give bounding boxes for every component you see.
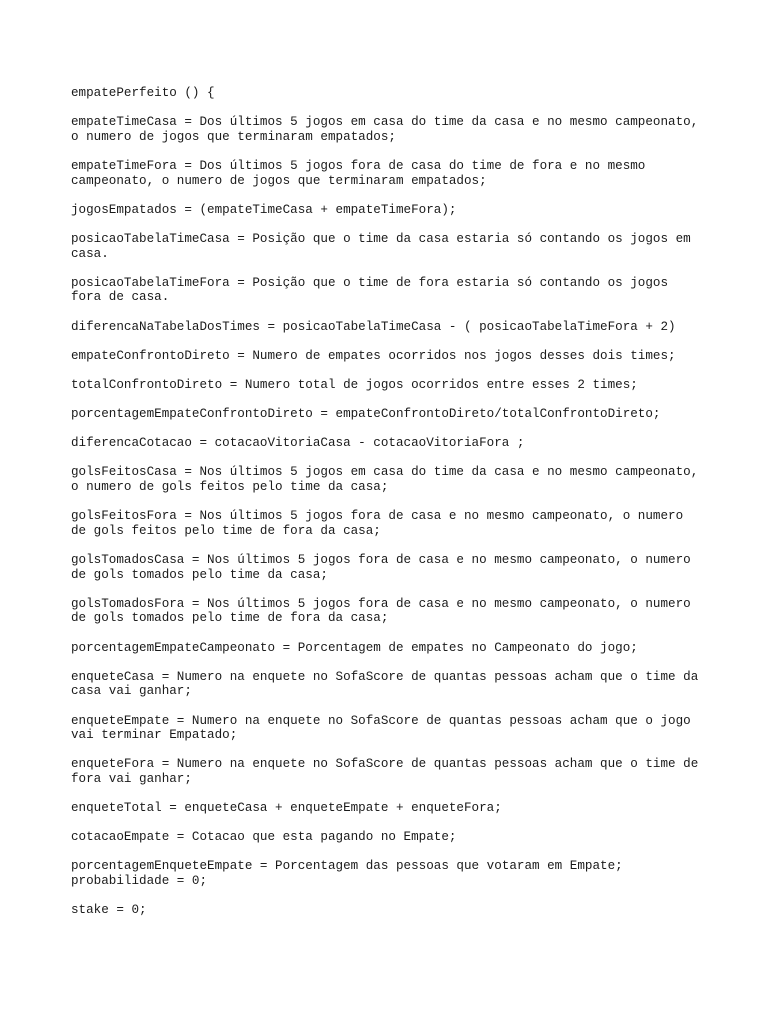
line: porcentagemEnqueteEmpate = Porcentagem das pessoas que votaram em Empate; [71,859,623,874]
line: diferencaNaTabelaDosTimes = posicaoTabelaTimeCasa - ( posicaoTabelaTimeFora + 2) [71,319,676,334]
line: de gols tomados pelo time da casa; [71,567,328,582]
line: campeonato, o numero de jogos que terminaram empatados; [71,173,487,188]
paragraph-porcentagem-enquete-empate [71,859,711,888]
line: stake = 0; [71,903,147,918]
paragraph-total-confronto-direto [71,378,711,393]
paragraph-enquete-empate [71,714,711,743]
paragraph-empate-confronto-direto [71,349,711,364]
line: golsFeitosCasa = Nos últimos 5 jogos em casa do time da casa e no mesmo campeonato, [71,465,699,480]
line: vai terminar Empatado; [71,728,238,743]
line: totalConfrontoDireto = Numero total de jogos ocorridos entre esses 2 times; [71,377,638,392]
paragraph-gols-tomados-casa [71,553,711,582]
line: porcentagemEmpateConfrontoDireto = empateConfrontoDireto/totalConfrontoDireto; [71,407,661,422]
line: diferencaCotacao = cotacaoVitoriaCasa - cotacaoVitoriaFora ; [71,436,525,451]
line: de gols feitos pelo time de fora da casa; [71,523,381,538]
line: de gols tomados pelo time de fora da casa; [71,611,389,626]
paragraph-gols-feitos-fora [71,509,711,538]
line: empateTimeCasa = Dos últimos 5 jogos em casa do time da casa e no mesmo campeonato, [71,115,699,130]
line: empateConfrontoDireto = Numero de empates ocorridos nos jogos desses dois times; [71,348,676,363]
paragraph-jogos-empatados [71,203,711,218]
line: enqueteCasa = Numero na enquete no SofaScore de quantas pessoas acham que o time da [71,669,699,684]
paragraph-empate-time-fora [71,159,711,188]
paragraph-enquete-total [71,801,711,816]
paragraph-cotacao-empate [71,830,711,845]
paragraph-diferenca-cotacao [71,436,711,451]
line: empatePerfeito () { [71,86,215,100]
line: fora vai ganhar; [71,771,192,786]
line: o numero de jogos que terminaram empatados; [71,129,396,144]
paragraph-enquete-fora [71,757,711,786]
paragraph-porcentagem-empate-confronto [71,407,711,422]
line: casa. [71,246,109,261]
line: probabilidade = 0; [71,874,208,889]
line: enqueteFora = Numero na enquete no SofaScore de quantas pessoas acham que o time de [71,757,699,772]
line: fora de casa. [71,290,170,305]
line: o numero de gols feitos pelo time da casa; [71,480,389,495]
line: enqueteEmpate = Numero na enquete no SofaScore de quantas pessoas acham que o jogo [71,713,691,728]
paragraph-stake [71,903,711,918]
line: posicaoTabelaTimeCasa = Posição que o time da casa estaria só contando os jogos em [71,231,691,246]
paragraph-diferenca-tabela [71,320,711,335]
line: empateTimeFora = Dos últimos 5 jogos fora de casa do time de fora e no mesmo [71,158,646,173]
paragraph-gols-feitos-casa [71,465,711,494]
paragraph-posicao-tabela-fora [71,276,711,305]
paragraph-porcentagem-empate-campeonato [71,641,711,656]
line: golsTomadosCasa = Nos últimos 5 jogos fora de casa e no mesmo campeonato, o numero [71,553,691,567]
line: enqueteTotal = enqueteCasa + enqueteEmpate + enqueteFora; [71,801,502,816]
line: posicaoTabelaTimeFora = Posição que o time de fora estaria só contando os jogos [71,275,669,290]
paragraph-gols-tomados-fora [71,597,711,626]
line: casa vai ganhar; [71,684,192,699]
line: jogosEmpatados = (empateTimeCasa + empateTimeFora); [71,202,457,217]
line: porcentagemEmpateCampeonato = Porcentagem de empates no Campeonato do jogo; [71,640,638,655]
paragraph-empate-time-casa [71,115,711,144]
paragraph-posicao-tabela-casa [71,232,711,261]
line: golsTomadosFora = Nos últimos 5 jogos fora de casa e no mesmo campeonato, o numero [71,596,691,611]
line: cotacaoEmpate = Cotacao que esta pagando no Empate; [71,830,457,845]
line: golsFeitosFora = Nos últimos 5 jogos fora de casa e no mesmo campeonato, o numero [71,509,684,524]
paragraph-enquete-casa [71,670,711,699]
document-page [71,86,711,932]
paragraph-empate-perfeito [71,86,711,101]
